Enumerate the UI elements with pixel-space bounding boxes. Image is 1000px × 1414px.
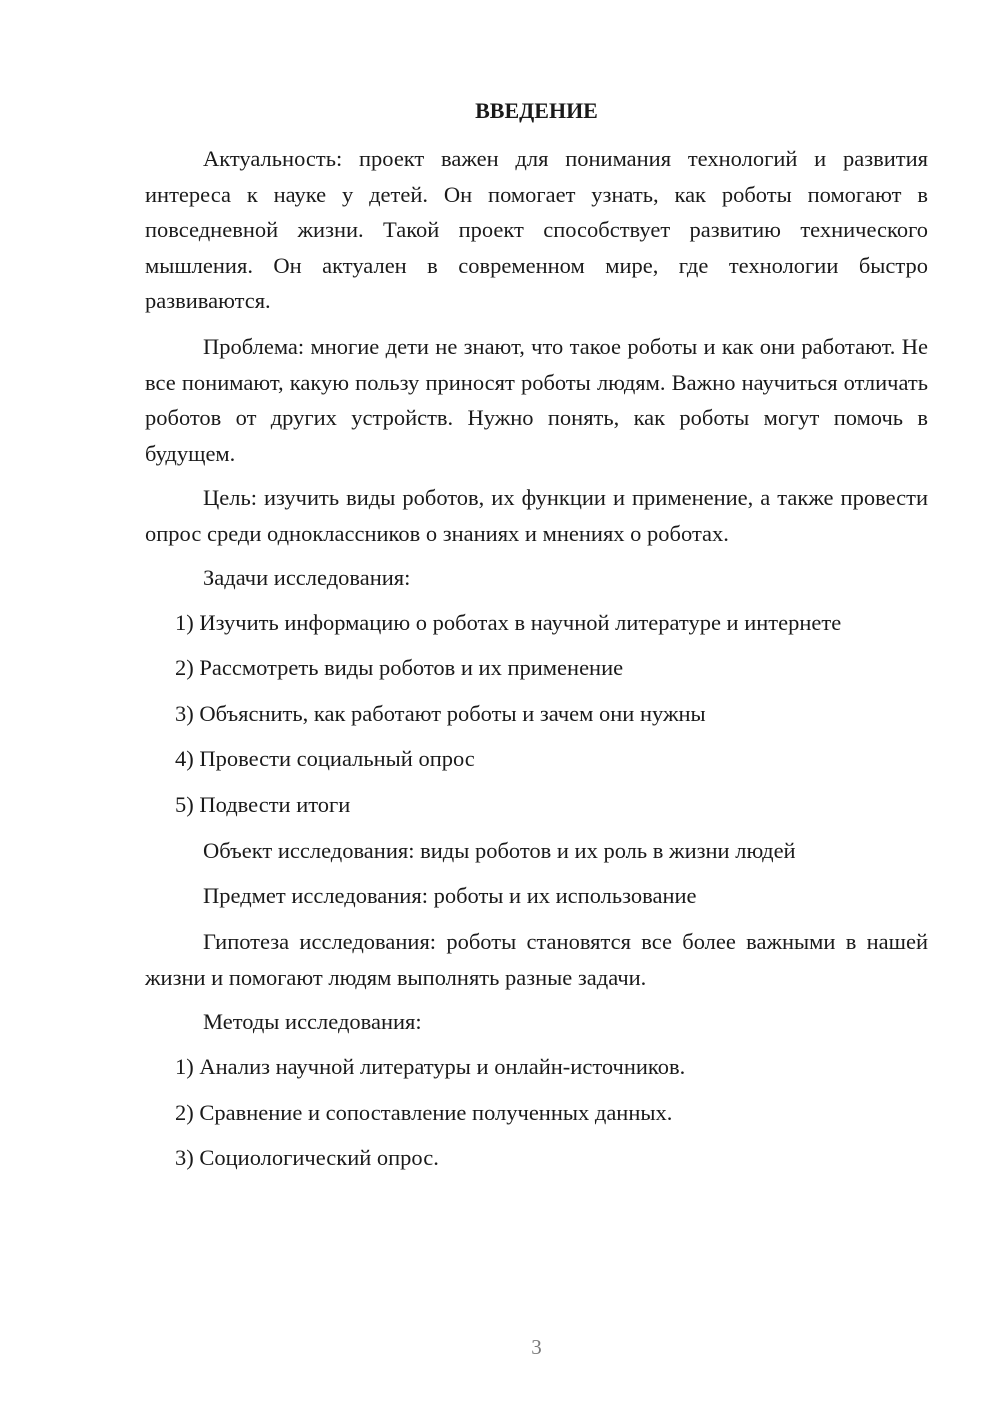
method-item-1: 1) Анализ научной литературы и онлайн-источников. xyxy=(175,1054,686,1079)
goal-paragraph: Цель: изучить виды роботов, их функции и применение, а также провести опрос среди одноклассников о знаниях и мнениях о роботах. xyxy=(145,485,928,546)
tasks-heading: Задачи исследования: xyxy=(203,565,411,590)
hypothesis-paragraph: Гипотеза исследования: роботы становятся все более важными в нашей жизни и помогают людям выполнять разные задачи. xyxy=(145,929,928,990)
document-page xyxy=(145,0,928,1414)
task-item-2: 2) Рассмотреть виды роботов и их применение xyxy=(175,655,624,680)
problem-paragraph: Проблема: многие дети не знают, что такое роботы и как они работают. Не все понимают, какую пользу приносят роботы людям. Важно научиться отличать роботов от других устройств. Нужно понять, как роботы могут помочь в будущем. xyxy=(145,334,928,466)
page-title: ВВЕДЕНИЕ xyxy=(475,98,598,123)
subject-line: Предмет исследования: роботы и их использование xyxy=(203,883,697,908)
method-item-3: 3) Социологический опрос. xyxy=(175,1145,439,1170)
task-item-1: 1) Изучить информацию о роботах в научной литературе и интернете xyxy=(175,610,842,635)
method-item-2: 2) Сравнение и сопоставление полученных данных. xyxy=(175,1100,673,1125)
page-number: 3 xyxy=(531,1335,542,1359)
task-item-4: 4) Провести социальный опрос xyxy=(175,746,475,771)
relevance-paragraph: Актуальность: проект важен для понимания технологий и развития интереса к науке у детей. Он помогает узнать, как роботы помогают в повседневной жизни. Такой проект способствует развитию технического мышления. Он актуален в современном мире, где технологии быстро развиваются. xyxy=(145,146,928,313)
object-line: Объект исследования: виды роботов и их роль в жизни людей xyxy=(203,838,796,863)
task-item-5: 5) Подвести итоги xyxy=(175,792,351,817)
task-item-3: 3) Объяснить, как работают роботы и зачем они нужны xyxy=(175,701,706,726)
methods-heading: Методы исследования: xyxy=(203,1009,422,1034)
